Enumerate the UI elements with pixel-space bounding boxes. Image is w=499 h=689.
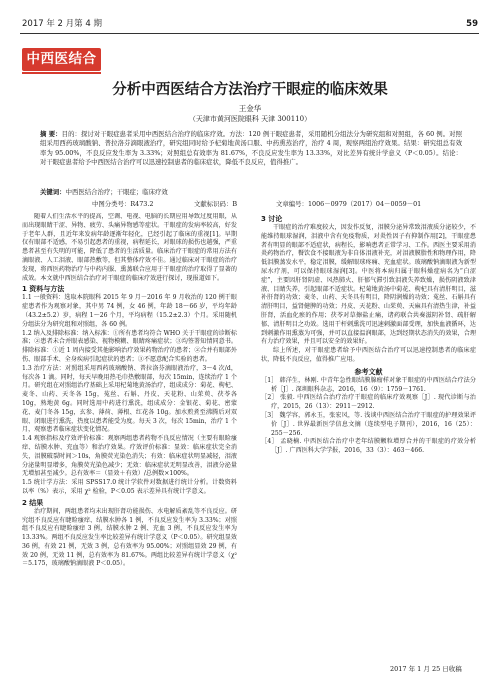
- section-heading-discussion: 3 讨论: [261, 215, 283, 223]
- article-title: 分析中西医结合方法治疗干眼症的临床效果: [112, 82, 388, 98]
- reference-item: ［2］ 张毅. 中西医结合治疗治疗干眼症的临床疗效观察［J］. 现代诊断与治疗，2015，26（13）：2911－2912.: [261, 394, 476, 411]
- clc-number: 中图分类号：R473.2: [92, 200, 154, 208]
- paragraph-indicators: 1.4 观察指标及疗效评价标准：观察两组患者药物不良反应情况（主要有眼睑瘙痒、结膜水肿、充血等）和治疗效果。疗效评价标准：显效：临床症状完全消失，泪膜破裂时间＞10s，角膜荧光染色消失；有效：临床症状明显减轻，泪液分泌量明显增多，角膜荧光染色减少；无效：临床症状无明显改善，泪液分泌量无增加甚至减少。总有效率＝（显效＋有效）/总例数×100%。: [22, 435, 237, 478]
- right-column: [261, 213, 476, 665]
- references-heading: 参考文献: [354, 367, 383, 376]
- keywords-text: 中西医结合治疗；干眼症；临床疗效: [65, 188, 168, 196]
- left-column: [22, 213, 237, 665]
- section-banner: 中西医结合: [22, 48, 101, 71]
- section-heading-materials: 1 资料与方法: [22, 285, 65, 294]
- reference-item: ［4］ 孟晓楠. 中西医结合治疗中老年结膜颗粒增厚合并的干眼症的疗效分析［J］. 广西医科大学学报，2016，33（3）：463－466.: [261, 438, 476, 455]
- article-number: 文章编号：1006－0979（2017）04－0059－01: [276, 200, 422, 208]
- results-paragraph: 治疗期间，两组患者均未出现肝肾功能损伤、水电解质紊乱等不良反应。研究组不良反应有睫睑瘙痒、结膜水肿各 1 例，不良反应发生率为 3.33%；对照组不良反应有睫睑瘙痒 3 例，结膜水肿 2 例、充血 3 例，不良反应发生率为 13.33%。两组不良反应发生率比较差异有统计学意义（P＜0.05）。研究组显效 36 例，有效 21 例，无效 3 例，总有效率为 95.00%；对照组显效 29 例，有效 20 例，无效 11 例，总有效率为 81.67%。两组比较差异有统计学意义（χ²＝5.175，玻璃酸钠滴眼液 P＜0.05）。: [22, 507, 237, 568]
- page-number: 59: [466, 19, 478, 29]
- received-date: 2017 年 1 月 25 日收稿: [390, 665, 462, 673]
- classification-line: [40, 199, 462, 209]
- header-rule: [20, 33, 479, 34]
- running-header: [22, 18, 478, 30]
- reference-item: ［1］ 韩洋生，林刚. 中青年急性眼结膜腺瘤样对象干眼症的中西医结合疗法分析［J］. 深圳眼科杂志，2016，16（9）：1759－1761.: [261, 376, 476, 393]
- reference-item: ［3］ 魏学容，郭永玉，张宏风，等. 浅谈中西医结合治疗干眼症的护理效果评价［J］. 世界最新医学信息文摘（连续型电子期刊），2016，16（25）：255－256.: [261, 411, 476, 437]
- abstract-label: 摘 要：: [40, 130, 62, 138]
- article-author: 王金华: [238, 104, 262, 113]
- discussion-paragraph: 干眼症的治疗难度较大，因发作反复，泪膜分泌异常致泪液质分泌较少，不能维持眼球湿润，泪液中含有免疫物质，对炎性因子有抑制作用[2]，干眼症患者有明显的眼部不适症状，病程长，影响患者正常学习、工作。西医主要采用消炎药物治疗，餐饮食不接眼液为非自体泪液补充，对泪液膜脂性和物理作用，降低泪膜蒸发水平，稳定泪膜，缓解眼球疼痛、充血症状。玻璃酸钠滴眼液为新型尿水疗剂，可以保持眼球湿润[3]。中医将本病归属于眼科燥症病名为“白涩症”，主要因肝肾阴虚、风热肺火、肝郁气滞引致泪液失养致燥，损伤阴液致津液、目睛失养，引起眼部不适症状。杞菊地黄汤中菊花、枸杞具有清肝明目，滋补肝肾的功效；麦冬、山药、天冬具有明目，降阴润燥的功效；菟丝、石斛具有清肝明目，益肾健脾的功效；丹皮、天花粉、山茱萸、天麻具有清热生津，补益肝肾，活血化瘀的作用；茯苓对草擦盐止痛，诸药联合共奏滋阴补肾、疏肝解郁、清肝明目之功效。选用干杆刺熏洗可迅速刺激面部受理，加快血液循环，达到刺激作用熏蒸为可强，并可以直接温润眼部，达到经期状态消失的效果，合理有力治疗效果，并且可以安全的效果好。: [261, 224, 476, 346]
- keywords: [40, 188, 462, 197]
- conclusion-paragraph: 综上所述，对干眼症患者给予中西医结合治疗可以迅速控制患者的临床症状，降低不良反应，值得推广应用。: [261, 347, 476, 363]
- author-affiliation: （天津市黄河医院眼科 天津 300110）: [188, 115, 312, 123]
- section-heading-results: 2 结果: [22, 498, 44, 507]
- paragraph-statistics: 1.5 统计学方法：采用 SPSS17.0 统计学软件对数据进行统计分析。计数资料以率（%）表示，采用 χ² 检验，P＜0.05 表示差异具有统计学意义。: [22, 479, 237, 495]
- document-code: 文献标识码：B: [194, 200, 238, 208]
- abstract: [40, 130, 462, 167]
- paragraph-general-data: 1.1 一般资料：选取本院眼科 2015 年 9 月－2016 年 9 月收治的 120 例干眼症患者作为观察对象，其中男 74 例，女 46 例，年龄 18～66 岁，平均年龄（43.2±5.2）岁，病程 1～26 个月，平均病程（15.2±2.3）个月。采用随机分组法分为研究组和对照组，各 60 例。: [22, 294, 237, 328]
- intro-paragraph: 随着人们生活水平的提高，空调、电视、电脑的长期应用导致过度用眼，从而出现眼睛干涩、异物、疲劳、头痛异物感等症状。干眼症的发病率较高，好发于老年人群，且近年来发病年龄逐渐年轻化，已经引起了临床的重视[1]。早期仅有眼部不适感，不易引起患者的重视，病程延长，对眼球的损伤也越强，严重患者甚至有失明的可能，降低了患者的生活质量。临床治疗干眼症的常用方法有滴眼液、人工泪液、眼部热敷等，但其整体疗效不佳。通过临床对干眼症的治疗发现，将西医药物治疗与中药内服、熏蒸联合应用于干眼症的治疗取得了显著的成效。本文就中西医结合治疗对干眼症的临床疗效进行探讨，现报道如下。: [22, 213, 237, 282]
- paragraph-treatment: 1.3 治疗方法：对照组采用西药玻璃酸钠、普拉洛芬滴眼液治疗，3～4 次/d，每次各 1 滴。同时，每天早晚用热毛巾热敷眼部，每次 15min，连续治疗 1 个月。研究组在对照组治疗基础上采用杞菊地黄汤治疗，组成成分：菊花、枸杞、麦冬、山药、天冬各 15g，菟丝、石斛、丹皮、天花粉、山茱萸、茯苓各 10g，熟地黄 6g。同时选用中药进行熏洗，组成成分：金银花、菊花、密蒙花、麦门冬各 15g，玄参、薄荷、薄根、红花各 10g。加水煎煮至沸腾后对双眼、闭眼进行熏洗，热度以患者能受为度。每天 3 次，每次 15min，治疗 1 个月，观察患者临床症状变化情况。: [22, 364, 237, 434]
- issue-date: 2017 年 2 月第 4 期: [22, 19, 102, 29]
- banner-underline: [22, 72, 101, 74]
- abstract-text: 目的：探讨对干眼症患者采用中西医结合治疗的临床疗效。方法：120 例干眼症患者，采用随机分组法分为研究组和对照组，各 60 例。对照组采用西药玻璃酸钠、普拉洛芬滴眼液治疗，研究组同时给予杞菊地黄汤口服、中药熏蒸治疗，治疗 4 周，观察两组治疗效果。结果：研究组总有效率为 95.00%，不良反应发生率为 3.33%；对照组总有效率为 81.67%，不良反应发生率为 13.33%，对比差异有统计学意义（P＜0.05）。结论：对干眼症患者给予中西医结合治疗可以迅速控制患者的临床症状，降低不良反应，值得推广。: [40, 130, 462, 166]
- keywords-label: 关键词：: [40, 188, 66, 196]
- paragraph-criteria: 1.2 纳入及排除标准：纳入标准：①所有患者均符合 WHO 关于干眼症的诊断标准；②患者未合并眼表感染、视物模糊、眼睛疼痛症状；③均签署知情同意书。排除标准：①近 1 周内接受其他影响治疗效果药物治疗的患者；②合并有眼部外伤、眼部手术、全身疾病引起症状的患者；③不愿意配合实验的患者。: [22, 329, 237, 363]
